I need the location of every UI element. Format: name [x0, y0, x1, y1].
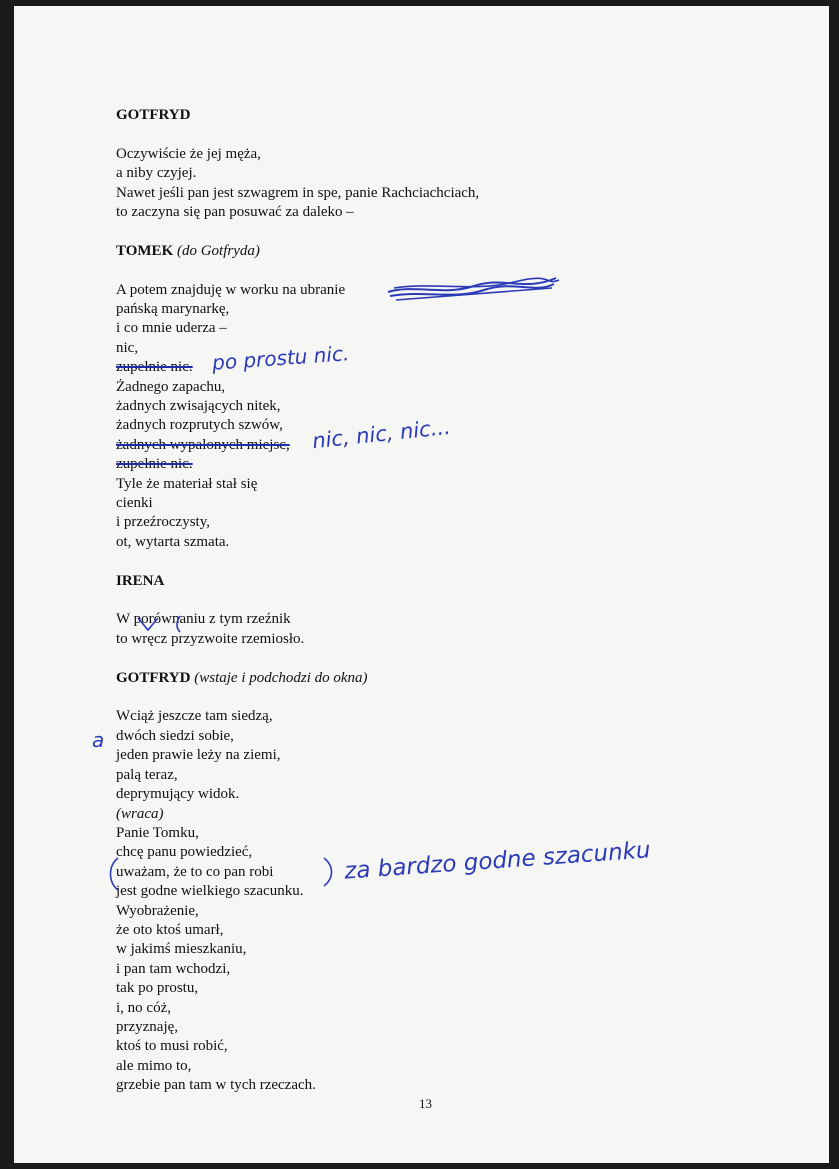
dialogue-line: żadnych rozprutych szwów, [116, 417, 283, 434]
struck-text: zupełnie nic. [116, 456, 193, 473]
dialogue-line [116, 358, 716, 377]
dialogue-line: i co mnie uderza – [116, 320, 227, 337]
dialogue-line: i przeźroczysty, [116, 514, 210, 531]
scribbled-out-annotation [384, 270, 564, 306]
speaker-heading: GOTFRYD (wstaje i podchodzi do okna) [116, 669, 368, 686]
speaker-heading: TOMEK (do Gotfryda) [116, 242, 260, 259]
dialogue-line: żadnych zwisających nitek, [116, 398, 281, 415]
dialogue-line: w jakimś mieszkaniu, [116, 941, 247, 958]
dialogue-line: to wręcz przyzwoite rzemiosło. [116, 630, 305, 647]
bracket-mark [322, 856, 336, 888]
dialogue-line: jeden prawie leży na ziemi, [116, 747, 281, 764]
dialogue-block [116, 610, 716, 649]
stage-direction: (wstaje i podchodzi do okna) [194, 669, 368, 686]
dialogue-line: pańską marynarkę, [116, 301, 230, 318]
dialogue-line: i pan tam wchodzi, [116, 960, 231, 977]
dialogue-line: grzebie pan tam w tych rzeczach. [116, 1077, 316, 1094]
dialogue-block [116, 707, 716, 1095]
dialogue-line: Wciąż jeszcze tam siedzą, [116, 708, 273, 725]
dialogue-line: tak po prostu, [116, 980, 199, 997]
dialogue-line: deprymujący widok. [116, 786, 240, 803]
dialogue-line: Tyle że materiał stał się [116, 475, 258, 492]
struck-text: żadnych wypalonych miejsc, [116, 436, 290, 453]
handwritten-margin-mark: a [92, 728, 105, 752]
handwritten-note: nic, nic, nic... [311, 414, 452, 454]
bracket-mark [106, 856, 120, 892]
insertion-caret [134, 614, 194, 634]
dialogue-line: W porównaniu z tym rzeźnik [116, 611, 291, 628]
dialogue-line [116, 455, 716, 474]
dialogue-line: to zaczyna się pan posuwać za daleko – [116, 204, 354, 221]
document-page [14, 6, 829, 1163]
dialogue-line: ot, wytarta szmata. [116, 533, 230, 550]
dialogue-line: a niby czyjej. [116, 165, 197, 182]
script-text [116, 106, 716, 1096]
dialogue-line: nic, [116, 339, 139, 356]
dialogue-line: Żadnego zapachu, [116, 378, 226, 395]
handwritten-note: za bardzo godne szacunku [343, 837, 652, 885]
dialogue-line: cienki [116, 495, 153, 512]
speaker-heading: IRENA [116, 572, 165, 589]
page-number: 13 [419, 1096, 432, 1111]
dialogue-block [116, 281, 716, 553]
dialogue-line: Oczywiście że jej męża, [116, 145, 261, 162]
dialogue-line: A potem znajduję w worku na ubranie [116, 281, 346, 298]
handwritten-note: po prostu nic. [211, 341, 350, 375]
dialogue-line: dwóch siedzi sobie, [116, 727, 234, 744]
dialogue-line: Wyobrażenie, [116, 902, 199, 919]
speaker-heading: GOTFRYD [116, 107, 191, 123]
stage-direction: (wraca) [116, 805, 164, 822]
dialogue-line: Nawet jeśli pan jest szwagrem in spe, panie Rachciachciach, [116, 184, 480, 201]
dialogue-line: że oto ktoś umarł, [116, 921, 224, 938]
dialogue-line: jest godne wielkiego szacunku. [116, 883, 304, 900]
dialogue-line: uważam, że to co pan robi [116, 863, 274, 880]
dialogue-line: i, no cóż, [116, 999, 171, 1016]
dialogue-line: Panie Tomku, [116, 824, 199, 841]
dialogue-block [116, 145, 716, 223]
stage-direction: (do Gotfryda) [176, 242, 260, 259]
struck-text: zupełnie nic. [116, 359, 193, 376]
dialogue-line: palą teraz, [116, 766, 178, 783]
dialogue-line: ale mimo to, [116, 1057, 192, 1074]
dialogue-line: ktoś to musi robić, [116, 1038, 228, 1055]
dialogue-line: przyznaję, [116, 1018, 179, 1035]
dialogue-line: chcę panu powiedzieć, [116, 844, 253, 861]
